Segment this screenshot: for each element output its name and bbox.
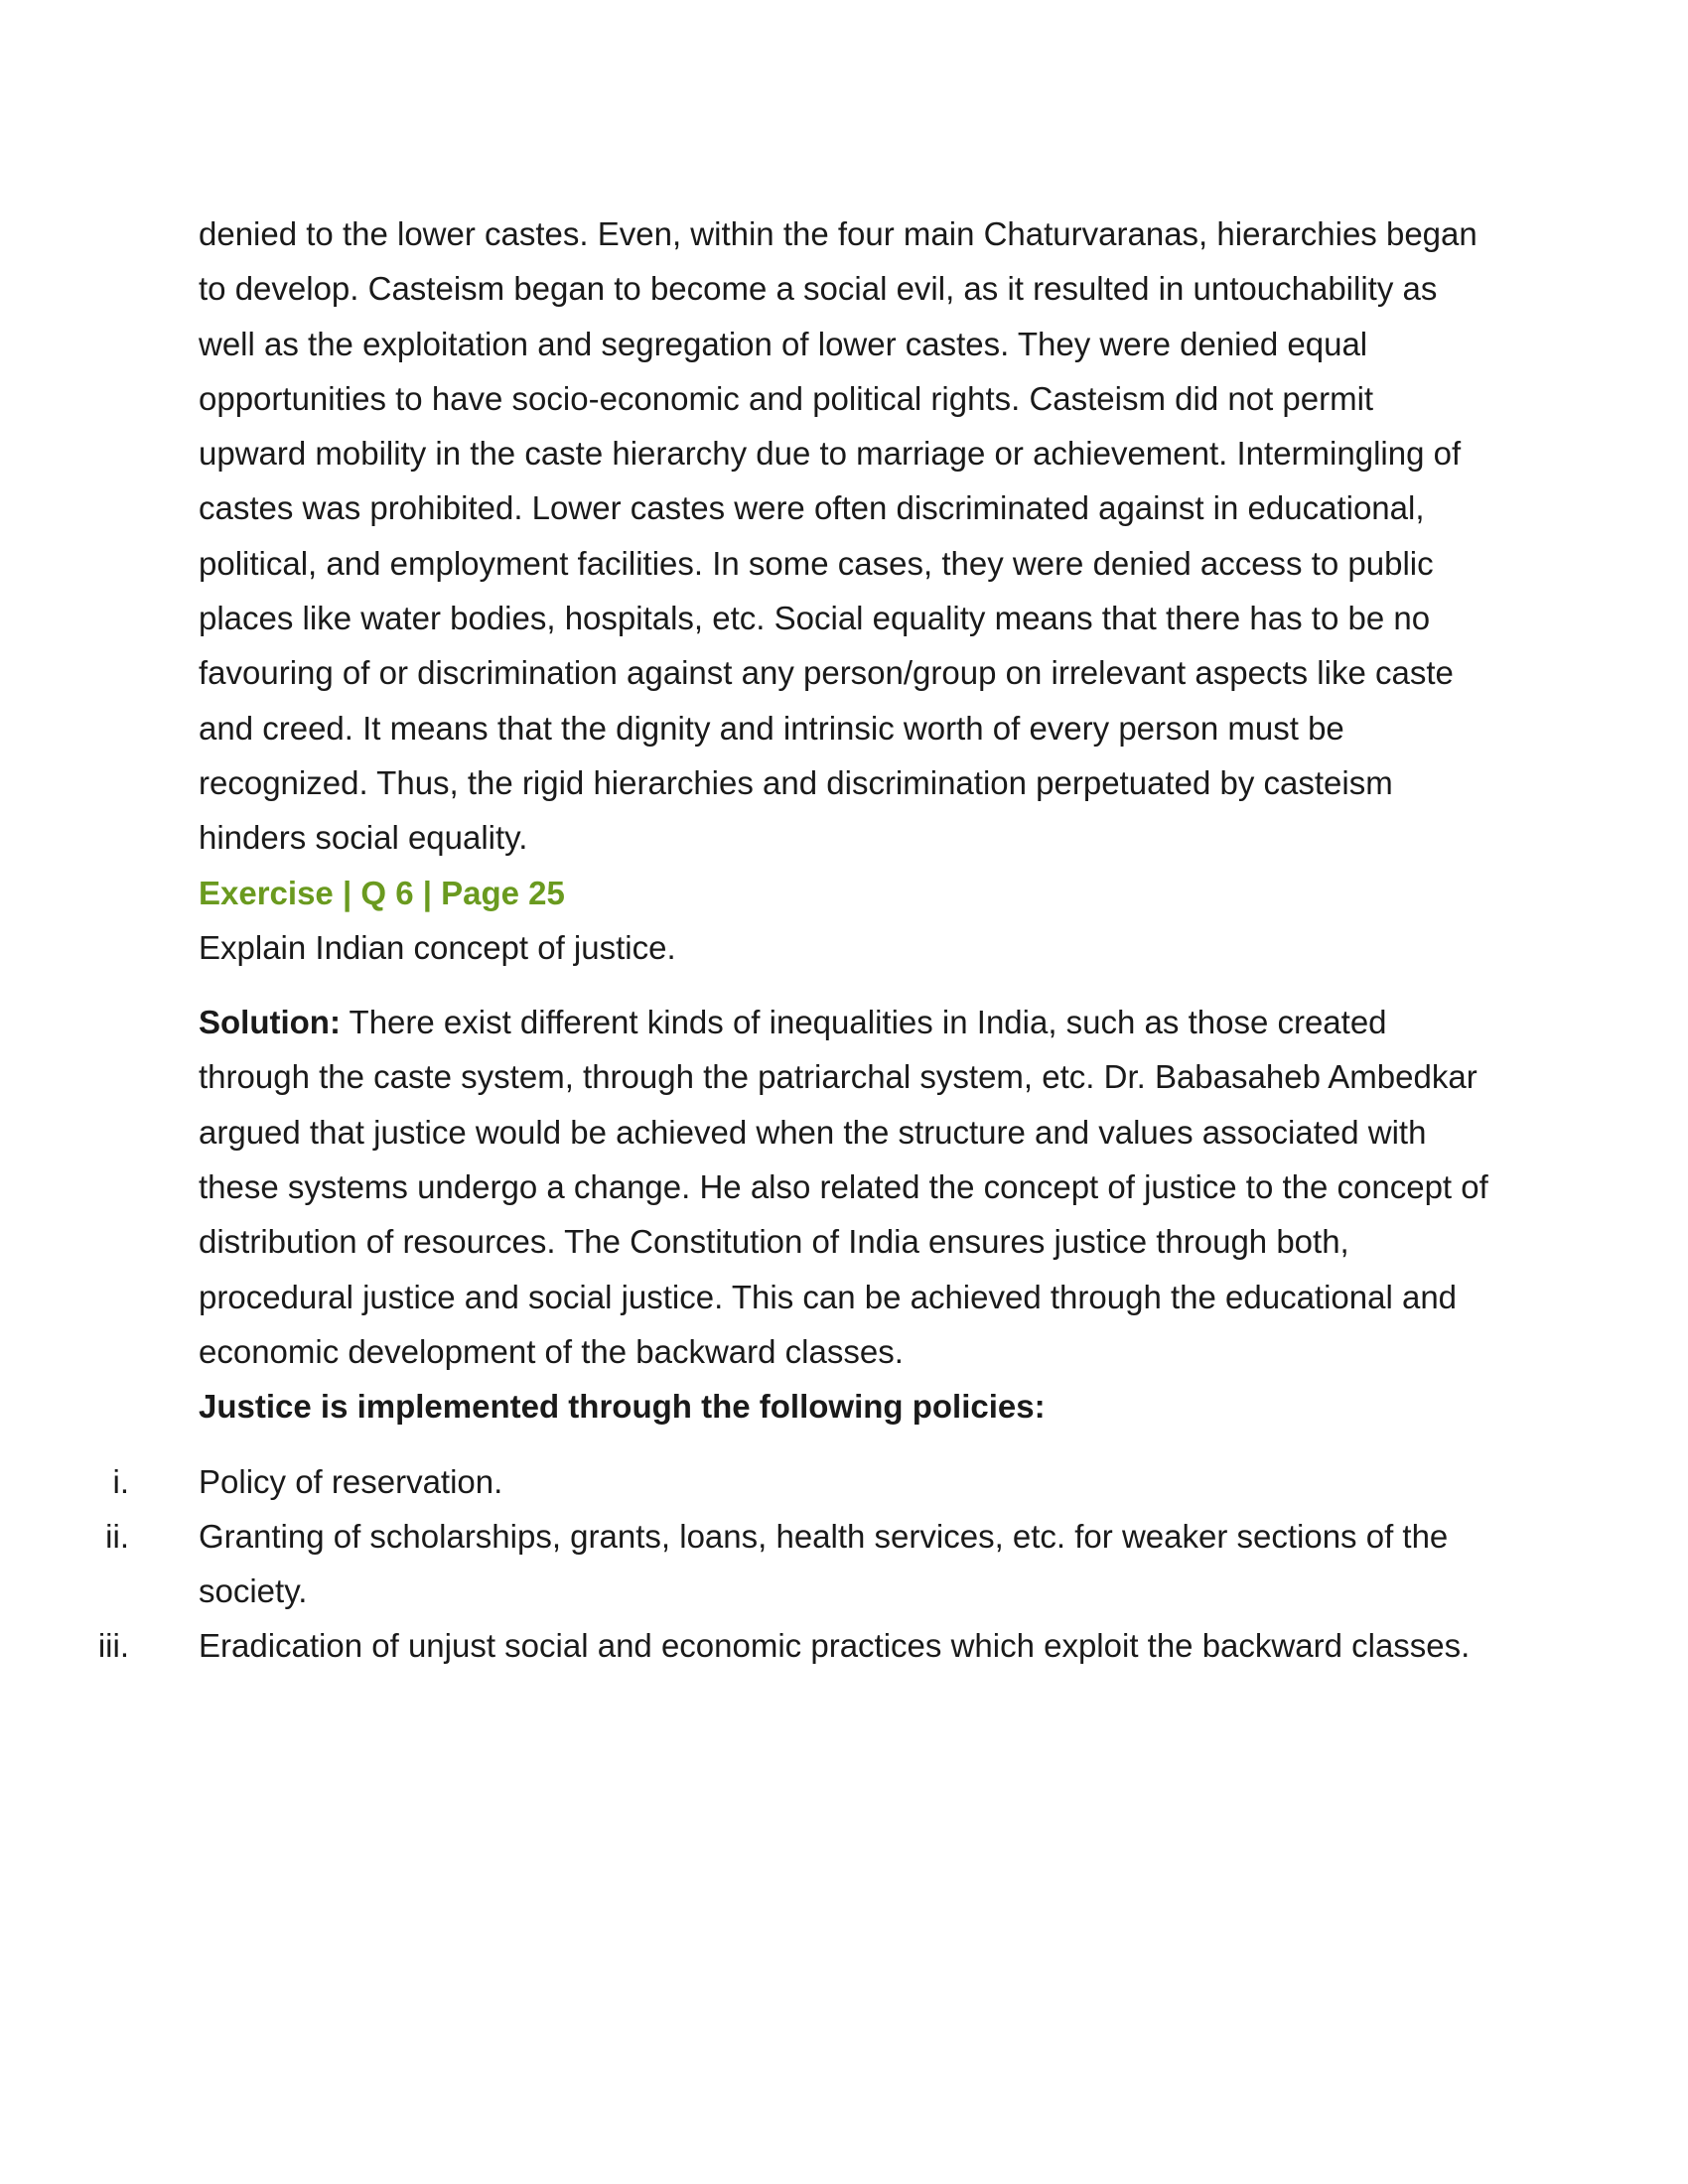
solution-paragraph [199,995,1489,1379]
list-item [112,1454,1489,1509]
solution-text: There exist different kinds of inequalities in India, such as those created through the caste system, through the patriarchal system, etc. Dr. Babasaheb Ambedkar argued that justice would be achieved when the structure and values associated with these systems undergo a change. He also related the concept of justice to the concept of distribution of resources. The Constitution of India ensures justice through both, procedural justice and social justice. This can be achieved through the educational and economic development of the backward classes. [199,1004,1488,1370]
list-item [97,1618,1489,1673]
exercise-heading: Exercise | Q 6 | Page 25 [199,874,565,911]
question-text: Explain Indian concept of justice. [199,928,676,966]
policies-heading: Justice is implemented through the following policies: [199,1388,1046,1426]
casteism-paragraph: denied to the lower castes. Even, within the four main Chaturvaranas, hierarchies began to develop. Casteism began to become a social evil, as it resulted in untouchability as well as the exploitation and segregation of lower castes. They were denied equal opportunities to have socio-economic and political rights. Casteism did not permit upward mobility in the caste hierarchy due to marriage or achievement. Intermingling of castes was prohibited. Lower castes were often discriminated against in educational, political, and employment facilities. In some cases, they were denied access to public places like water bodies, hospitals, etc. Social equality means that there has to be no favouring of or discrimination against any person/group on irrelevant aspects like caste and creed. It means that the dignity and intrinsic worth of every person must be recognized. Thus, the rigid hierarchies and discrimination perpetuated by casteism hinders social equality. [199,215,1477,857]
solution-label: Solution: [199,1004,341,1041]
policies-list [97,1454,1489,1674]
list-item-text: Eradication of unjust social and economic practices which exploit the backward classes. [199,1627,1471,1665]
list-item-text: Granting of scholarships, grants, loans, health services, etc. for weaker sections of the society. [199,1517,1449,1610]
document-page [97,206,1489,1674]
list-item [105,1509,1489,1619]
list-item-number: ii. [105,1517,129,1555]
list-item-text: Policy of reservation. [199,1462,503,1500]
list-item-number: i. [112,1462,129,1500]
list-item-number: iii. [97,1627,129,1665]
